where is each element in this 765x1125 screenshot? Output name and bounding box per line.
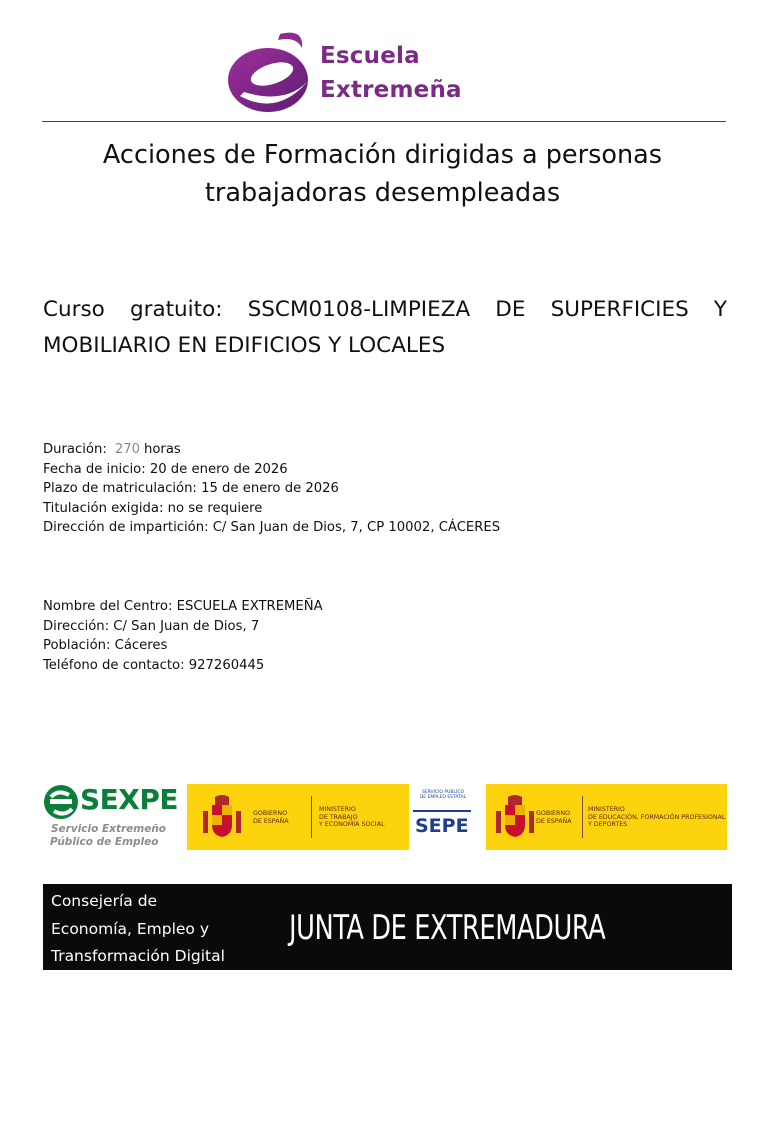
- duration-row: [43, 440, 500, 460]
- duration-label: Duración:: [43, 442, 107, 457]
- divider-line: [582, 796, 583, 838]
- sexpe-subtitle-2: Público de Empleo: [50, 836, 159, 848]
- consejeria-line-2: Economía, Empleo y: [51, 919, 210, 938]
- gobierno-espana-text-2: GOBIERNO DE ESPAÑA: [536, 810, 572, 825]
- escuela-extremena-logo: [220, 26, 520, 118]
- sepe-wordmark: SEPE: [415, 815, 469, 837]
- sexpe-wordmark: SEXPE: [80, 783, 179, 816]
- ministerio-educacion-text: MINISTERIO DE EDUCACIÓN, FORMACIÓN PROFESIONAL Y DEPORTES: [588, 806, 726, 828]
- sepe-bar: [413, 810, 471, 812]
- sepe-logo: [409, 784, 475, 850]
- consejeria-name: [51, 888, 225, 971]
- required-qualification: Titulación exigida: no se requiere: [43, 500, 263, 516]
- divider-line: [311, 796, 312, 838]
- logo-line-1: Escuela: [320, 43, 420, 69]
- center-details: [43, 597, 323, 675]
- training-address: Dirección de impartición: C/ San Juan de Dios, 7, CP 10002, CÁCERES: [43, 520, 501, 535]
- escuela-logo-mark-icon: [220, 26, 320, 118]
- center-address: Dirección: C/ San Juan de Dios, 7: [43, 618, 260, 634]
- gobierno-educacion-logo: [486, 784, 727, 850]
- sexpe-e-icon: [42, 783, 80, 821]
- logo-line-2: Extremeña: [320, 77, 462, 103]
- consejeria-line-3: Transformación Digital: [51, 947, 225, 965]
- center-phone: Teléfono de contacto: 927260445: [43, 657, 265, 673]
- duration-value: 270: [114, 442, 140, 457]
- consejeria-line-1: Consejería de: [51, 892, 158, 910]
- sepe-subtitle: SERVICIO PÚBLICO DE EMPLEO ESTATAL: [419, 790, 467, 800]
- center-town: Población: Cáceres: [43, 638, 168, 653]
- header-divider: [42, 121, 726, 122]
- course-name: SSCM0108-LIMPIEZA DE SUPERFICIES Y MOBILIARIO EN EDIFICIOS Y LOCALES: [43, 297, 728, 358]
- spain-coat-of-arms-icon: [199, 793, 245, 841]
- duration-unit: horas: [143, 442, 181, 457]
- center-name: Nombre del Centro: ESCUELA EXTREMEÑA: [43, 599, 323, 614]
- gobierno-trabajo-logo: [187, 784, 409, 850]
- sexpe-logo: [42, 783, 177, 853]
- junta-extremadura-banner: [43, 884, 732, 970]
- junta-title: JUNTA DE EXTREMADURA: [289, 908, 606, 948]
- start-date: Fecha de inicio: 20 de enero de 2026: [43, 461, 288, 477]
- course-label: Curso gratuito:: [43, 297, 223, 322]
- spain-coat-of-arms-icon: [492, 793, 538, 841]
- gobierno-espana-text-1: GOBIERNO DE ESPAÑA: [253, 810, 289, 825]
- ministerio-trabajo-text: MINISTERIO DE TRABAJO Y ECONOMÍA SOCIAL: [319, 806, 385, 828]
- sexpe-subtitle-1: Servicio Extremeño: [51, 823, 167, 835]
- enrollment-deadline: Plazo de matriculación: 15 de enero de 2026: [43, 481, 339, 496]
- course-title: [43, 292, 727, 364]
- course-details: [43, 440, 500, 538]
- page-title: Acciones de Formación dirigidas a personas trabajadoras desempleadas: [102, 140, 663, 208]
